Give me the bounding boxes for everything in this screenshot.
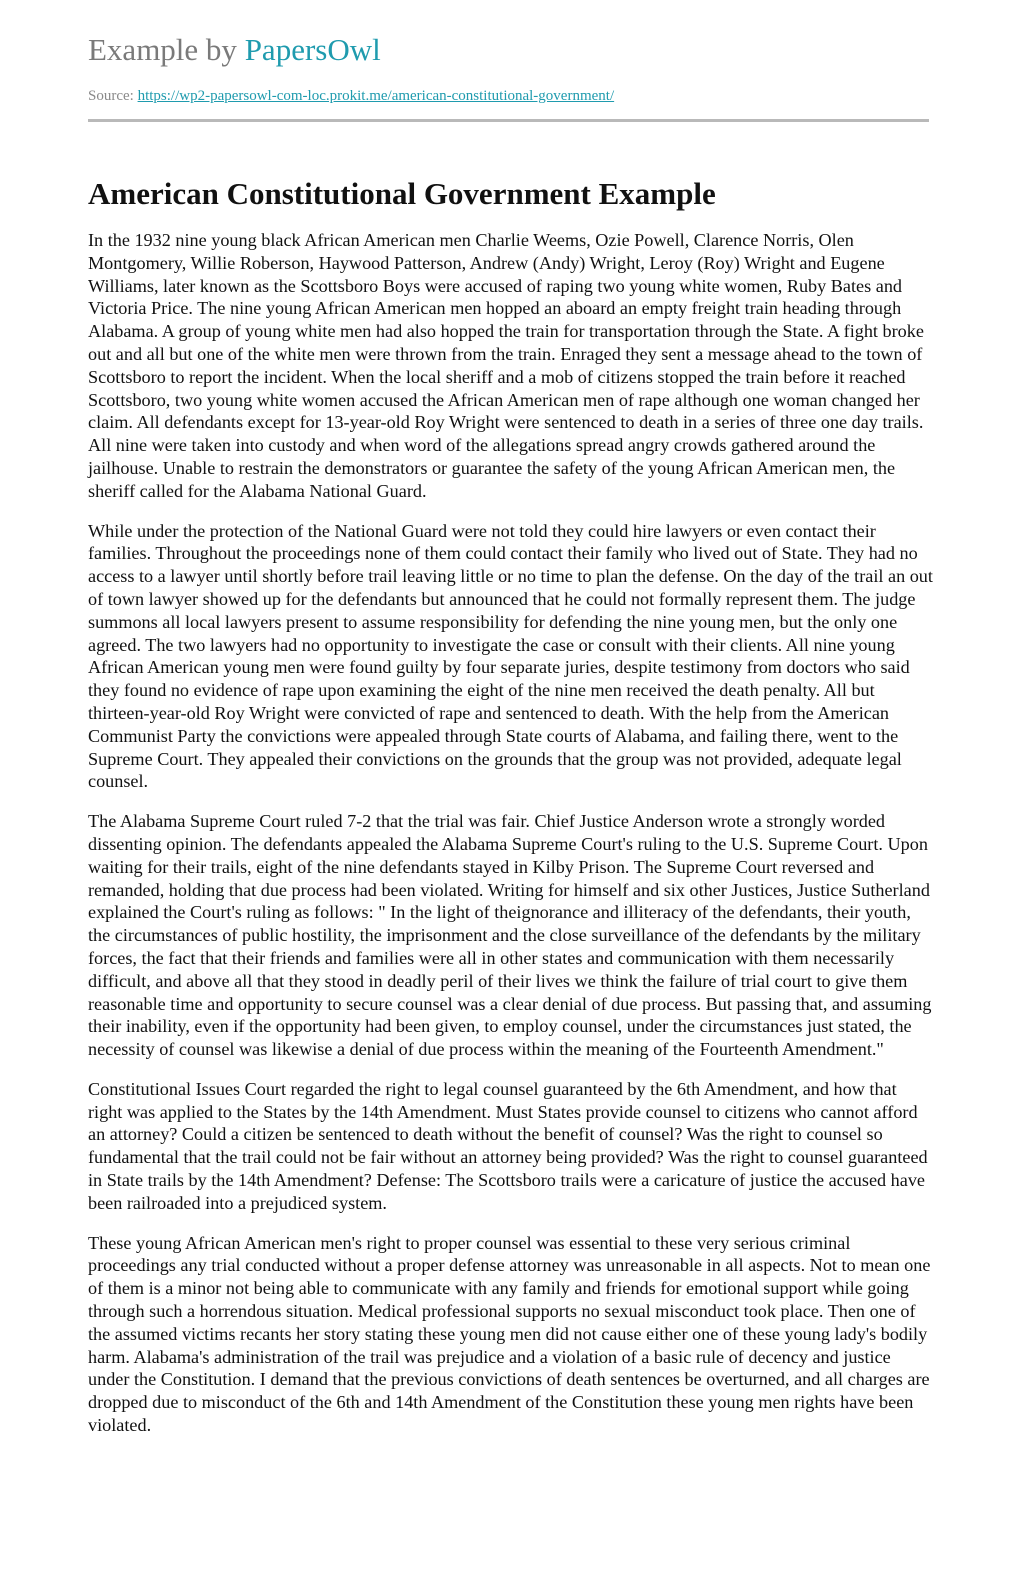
brand-header: [88, 30, 933, 70]
document-body: [88, 229, 933, 1437]
page-title: American Constitutional Government Example: [88, 176, 716, 211]
paragraph-2: While under the protection of the National Guard were not told they could hire lawyers or even contact their families. Throughout the proceedings none of them could contact their family who lived out of State. They had no access to a lawyer until shortly before trail leaving little or no time to plan the defense. On the day of the trail an out of town lawyer showed up for the defendants but announced that he could not formally represent them. The judge summons all local lawyers present to assume responsibility for defending the nine young men, but the only one agreed. The two lawyers had no opportunity to investigate the case or consult with their clients. All nine young African American young men were found guilty by four separate juries, despite testimony from doctors who said they found no evidence of rape upon examining the eight of the nine men received the death penalty. All but thirteen-year-old Roy Wright were convicted of rape and sentenced to death. With the help from the American Communist Party the convictions were appealed through State courts of Alabama, and failing there, went to the Supreme Court. They appealed their convictions on the grounds that the group was not provided, adequate legal counsel.: [88, 520, 933, 792]
paragraph-4: Constitutional Issues Court regarded the right to legal counsel guaranteed by the 6th Amendment, and how that right was applied to the States by the 14th Amendment. Must States provide counsel to citizens who cannot afford an attorney? Could a citizen be sentenced to death without the benefit of counsel? Was the right to counsel so fundamental that the trail could not be fair without an attorney being provided? Was the right to counsel guaranteed in State trails by the 14th Amendment? Defense: The Scottsboro trails were a caricature of justice the accused have been railroaded into a prejudiced system.: [88, 1078, 928, 1213]
paragraph-3: The Alabama Supreme Court ruled 7-2 that the trial was fair. Chief Justice Anderson wrote a strongly worded dissenting opinion. The defendants appealed the Alabama Supreme Court's ruling to the U.S. Supreme Court. Upon waiting for their trails, eight of the nine defendants stayed in Kilby Prison. The Supreme Court reversed and remanded, holding that due process had been violated. Writing for himself and six other Justices, Justice Sutherland explained the Court's ruling as follows: " In the light of theignorance and illiteracy of the defendants, their youth, the circumstances of public hostility, the imprisonment and the close surveillance of the defendants by the military forces, the fact that their friends and families were all in other states and communication with them necessarily difficult, and above all that they stood in deadly peril of their lives we think the failure of trial court to give them reasonable time and opportunity to secure counsel was a clear denial of due process. But passing that, and assuming their inability, even if the opportunity had been given, to employ counsel, under the circumstances just stated, the necessity of counsel was likewise a denial of due process within the meaning of the Fourteenth Amendment.": [88, 811, 932, 1060]
header-divider: [88, 119, 929, 122]
document-page: [88, 30, 933, 1454]
paragraph-5: These young African American men's right to proper counsel was essential to these very serious criminal proceedings any trial conducted without a proper defense attorney was unreasonable in all aspects. Not to mean one of them is a minor not being able to communicate with any family and friends for emotional support while going through such a horrendous situation. Medical professional supports no sexual misconduct took place. Then one of the assumed victims recants her story stating these young men did not cause either one of these young lady's bodily harm. Alabama's administration of the trail was prejudice and a violation of a basic rule of decency and justice under the Constitution. I demand that the previous convictions of death sentences be overturned, and all charges are dropped due to misconduct of the 6th and 14th Amendment of the Constitution these young men rights have been violated.: [88, 1232, 931, 1436]
source-line: [88, 86, 933, 106]
paragraph-1: In the 1932 nine young black African American men Charlie Weems, Ozie Powell, Clarence Norris, Olen Montgomery, Willie Roberson, Haywood Patterson, Andrew (Andy) Wright, Leroy (Roy) Wright and Eugene Williams, later known as the Scottsboro Boys were accused of raping two young white women, Ruby Bates and Victoria Price. The nine young African American men hopped an aboard an empty freight train heading through Alabama. A group of young white men had also hopped the train for transportation through the State. A fight broke out and all but one of the white men were thrown from the train. Enraged they sent a message ahead to the town of Scottsboro to report the incident. When the local sheriff and a mob of citizens stopped the train before it reached Scottsboro, two young white women accused the African American men of rape although one woman changed her claim. All defendants except for 13-year-old Roy Wright were sentenced to death in a series of three one day trails. All nine were taken into custody and when word of the allegations spread angry crowds gathered around the jailhouse. Unable to restrain the demonstrators or guarantee the safety of the young African American men, the sheriff called for the Alabama National Guard.: [88, 230, 924, 501]
source-label: Source:: [88, 88, 138, 104]
source-link[interactable]: https://wp2-papersowl-com-loc.prokit.me/american-constitutional-government/: [137, 88, 615, 104]
brand-name-link[interactable]: PapersOwl: [244, 32, 381, 67]
brand-prefix: Example by: [88, 32, 245, 67]
